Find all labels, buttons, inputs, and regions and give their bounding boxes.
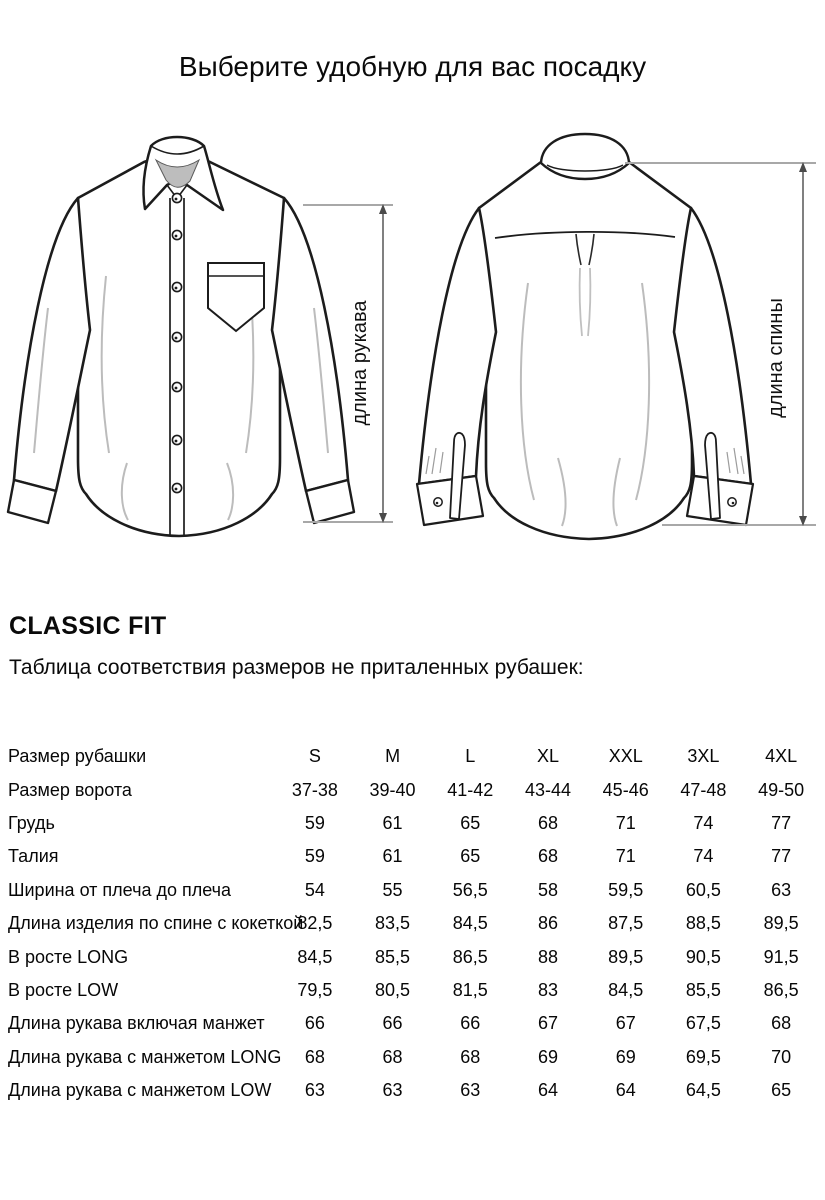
table-row-label: Ширина от плеча до плеча <box>8 879 232 900</box>
table-cell: 66 <box>382 1013 403 1034</box>
table-row-label: Грудь <box>8 812 55 833</box>
table-row-label: В росте LONG <box>8 946 129 967</box>
table-cell: 88,5 <box>685 913 721 934</box>
shirt-back-body <box>477 155 695 539</box>
sleeve-length-label: длина рукава <box>349 300 371 426</box>
table-cell: 58 <box>537 879 558 900</box>
table-cell: 64 <box>537 1080 558 1101</box>
table-cell: 65 <box>460 812 481 833</box>
table-cell: 85,5 <box>375 946 411 967</box>
table-cell: 74 <box>693 846 714 867</box>
table-cell: 77 <box>771 846 792 867</box>
table-cell: 61 <box>382 812 403 833</box>
table-cell: 82,5 <box>297 913 333 934</box>
table-cell: 85,5 <box>685 979 721 1000</box>
table-cell: 60,5 <box>685 879 721 900</box>
table-cell: 66 <box>460 1013 481 1034</box>
table-cell: 65 <box>771 1080 792 1101</box>
table-cell: 39-40 <box>369 779 416 800</box>
table-cell: 71 <box>615 812 636 833</box>
table-cell: 83,5 <box>375 913 411 934</box>
table-cell: 67 <box>615 1013 636 1034</box>
table-cell: M <box>385 746 401 767</box>
shirt-back-left-sleeve <box>417 208 496 525</box>
table-cell: 3XL <box>687 746 720 767</box>
shirt-front-drawing <box>0 118 400 570</box>
fit-heading: CLASSIC FIT <box>9 612 167 640</box>
table-cell: 66 <box>304 1013 325 1034</box>
table-cell: 68 <box>382 1046 403 1067</box>
table-row-label: Длина рукава включая манжет <box>8 1013 265 1034</box>
table-cell: 89,5 <box>763 913 799 934</box>
fit-subtitle: Таблица соответствия размеров не приталенных рубашек: <box>9 656 584 679</box>
table-cell: 37-38 <box>291 779 338 800</box>
table-cell: XL <box>536 746 559 767</box>
table-cell: 65 <box>460 846 481 867</box>
table-cell: 64 <box>615 1080 636 1101</box>
table-cell: 59 <box>304 812 325 833</box>
table-cell: 89,5 <box>608 946 644 967</box>
table-cell: 79,5 <box>297 979 333 1000</box>
table-cell: XXL <box>608 746 643 767</box>
table-row-header <box>8 740 820 773</box>
table-cell: 91,5 <box>763 946 799 967</box>
table-cell: 67,5 <box>685 1013 721 1034</box>
table-cell: 55 <box>382 879 403 900</box>
table-cell: 83 <box>537 979 558 1000</box>
table-cell: 43-44 <box>524 779 572 800</box>
table-cell: 84,5 <box>608 979 644 1000</box>
shirt-front-body <box>72 156 287 537</box>
table-row-3 <box>8 874 820 907</box>
table-cell: 88 <box>537 946 558 967</box>
table-cell: 59,5 <box>608 879 644 900</box>
table-cell: 69 <box>537 1046 558 1067</box>
table-row-1 <box>8 807 820 840</box>
table-cell: 81,5 <box>452 979 488 1000</box>
table-cell: 68 <box>771 1013 792 1034</box>
table-row-label: Талия <box>8 846 59 867</box>
table-cell: 69,5 <box>685 1046 721 1067</box>
table-cell: 90,5 <box>685 946 721 967</box>
table-row-label: В росте LOW <box>8 979 119 1000</box>
table-row-6 <box>8 974 820 1007</box>
shirt-front-right-sleeve <box>272 198 354 523</box>
table-cell: 70 <box>771 1046 792 1067</box>
table-cell: 64,5 <box>685 1080 721 1101</box>
table-cell: 86 <box>537 913 558 934</box>
table-cell: 68 <box>537 812 558 833</box>
table-row-4 <box>8 907 820 940</box>
table-cell: 63 <box>382 1080 403 1101</box>
table-cell: L <box>465 746 476 767</box>
table-row-8 <box>8 1041 820 1074</box>
table-row-0 <box>8 773 820 806</box>
table-row-label: Размер рубашки <box>8 746 147 767</box>
table-cell: 74 <box>693 812 714 833</box>
shirt-back-drawing <box>410 118 825 570</box>
table-cell: S <box>308 746 321 767</box>
table-cell: 77 <box>771 812 792 833</box>
table-row-label: Длина рукава с манжетом LOW <box>8 1080 272 1101</box>
table-cell: 59 <box>304 846 325 867</box>
page-title: Выберите удобную для вас посадку <box>178 51 647 82</box>
table-cell: 68 <box>460 1046 481 1067</box>
table-cell: 86,5 <box>763 979 799 1000</box>
table-cell: 47-48 <box>680 779 727 800</box>
table-cell: 63 <box>304 1080 325 1101</box>
table-cell: 84,5 <box>297 946 333 967</box>
back-length-label: длина спины <box>765 298 787 418</box>
table-cell: 69 <box>615 1046 636 1067</box>
table-row-9 <box>8 1074 820 1107</box>
table-cell: 56,5 <box>452 879 488 900</box>
table-cell: 41-42 <box>447 779 494 800</box>
table-cell: 84,5 <box>452 913 488 934</box>
shirt-back-collar <box>541 134 629 179</box>
table-cell: 63 <box>460 1080 481 1101</box>
table-cell: 63 <box>771 879 792 900</box>
table-cell: 68 <box>537 846 558 867</box>
table-cell: 54 <box>304 879 325 900</box>
table-row-2 <box>8 840 820 873</box>
table-row-label: Длина рукава с манжетом LONG <box>8 1046 282 1067</box>
table-cell: 87,5 <box>608 913 644 934</box>
table-row-5 <box>8 940 820 973</box>
table-cell: 68 <box>304 1046 325 1067</box>
table-cell: 86,5 <box>452 946 488 967</box>
table-cell: 4XL <box>765 746 798 767</box>
size-table <box>8 740 820 1107</box>
table-cell: 49-50 <box>758 779 805 800</box>
table-row-label: Размер ворота <box>8 779 132 800</box>
table-row-label: Длина изделия по спине с кокеткой <box>8 913 304 934</box>
table-cell: 67 <box>537 1013 558 1034</box>
table-cell: 45-46 <box>602 779 649 800</box>
table-cell: 71 <box>615 846 636 867</box>
table-cell: 61 <box>382 846 403 867</box>
table-cell: 80,5 <box>375 979 411 1000</box>
table-row-7 <box>8 1007 820 1040</box>
